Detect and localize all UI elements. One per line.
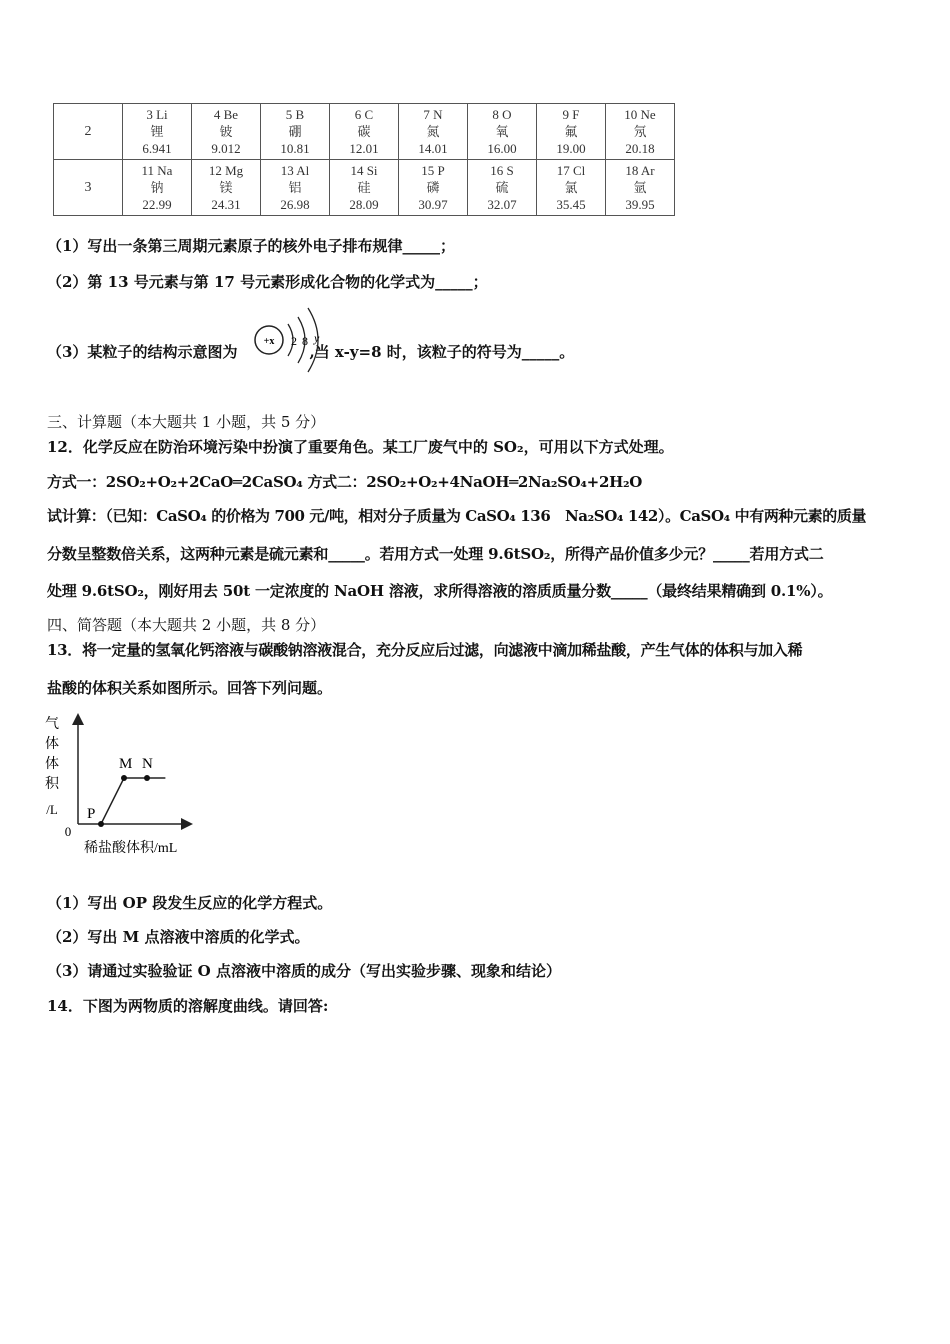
q13-sub2: （2）写出 M 点溶液中溶质的化学式。 xyxy=(47,928,310,946)
element-cell xyxy=(123,160,192,216)
element-num-sym: 4 Be xyxy=(213,107,239,122)
point-label-n: N xyxy=(142,756,153,772)
element-mass: 32.07 xyxy=(487,197,517,212)
element-num-sym: 10 Ne xyxy=(624,107,656,122)
element-name: 锂 xyxy=(150,124,164,139)
period-number: 3 xyxy=(54,160,123,216)
period-row xyxy=(54,160,675,216)
element-mass: 24.31 xyxy=(211,197,241,212)
element-cell xyxy=(192,104,261,160)
element-name: 铝 xyxy=(288,180,302,195)
point-label-p: P xyxy=(87,806,96,822)
element-name: 氮 xyxy=(426,124,440,139)
element-num-sym: 5 B xyxy=(285,107,305,122)
y-axis-label xyxy=(45,716,60,817)
element-name: 氟 xyxy=(564,124,578,139)
element-num-sym: 8 O xyxy=(492,107,512,122)
q12-calc-line2: 分数呈整数倍关系，这两种元素是硫元素和_____。若用方式一处理 9.6tSO₂，所得产品价值多少元？_____若用方式二 xyxy=(47,545,824,563)
series-segment xyxy=(101,778,124,824)
element-cell xyxy=(330,160,399,216)
point-m xyxy=(121,775,127,781)
element-cell xyxy=(123,104,192,160)
shell-1-count: 2 xyxy=(291,334,297,348)
element-mass: 30.97 xyxy=(418,197,448,212)
element-num-sym: 18 Ar xyxy=(625,163,655,178)
element-num-sym: 3 Li xyxy=(146,107,168,122)
element-cell xyxy=(468,104,537,160)
element-mass: 9.012 xyxy=(211,141,241,156)
element-cell xyxy=(537,104,606,160)
q14-stem: 14．下图为两物质的溶解度曲线。请回答: xyxy=(47,997,329,1015)
element-mass: 28.09 xyxy=(349,197,379,212)
q11-sub3-after: ,当 x-y=8 时，该粒子的符号为_____。 xyxy=(309,343,575,361)
section-3-title: 三、计算题（本大题共 1 小题，共 5 分） xyxy=(47,413,326,431)
element-mass: 14.01 xyxy=(418,141,448,156)
element-name: 氩 xyxy=(633,180,647,195)
nucleus-label: +x xyxy=(263,336,275,347)
element-name: 碳 xyxy=(357,124,371,139)
element-cell xyxy=(261,104,330,160)
element-num-sym: 7 N xyxy=(423,107,443,122)
element-name: 氧 xyxy=(495,124,509,139)
element-mass: 6.941 xyxy=(142,141,172,156)
element-num-sym: 13 Al xyxy=(280,163,310,178)
element-name: 钠 xyxy=(150,180,164,195)
element-name: 硫 xyxy=(495,180,509,195)
point-label-m: M xyxy=(119,756,133,772)
element-mass: 16.00 xyxy=(487,141,517,156)
atom-structure-diagram xyxy=(252,300,330,375)
element-num-sym: 12 Mg xyxy=(208,163,244,178)
period-row xyxy=(54,104,675,160)
element-num-sym: 15 P xyxy=(421,163,445,178)
point-n xyxy=(144,775,150,781)
x-axis-label: 稀盐酸体积/mL xyxy=(84,841,178,856)
element-num-sym: 16 S xyxy=(490,163,514,178)
element-mass: 22.99 xyxy=(142,197,172,212)
element-cell xyxy=(606,160,675,216)
periodic-table xyxy=(53,103,675,216)
element-name: 镁 xyxy=(219,180,233,195)
element-mass: 39.95 xyxy=(625,197,655,212)
element-cell xyxy=(399,160,468,216)
q11-sub3-before: （3）某粒子的结构示意图为 xyxy=(47,343,238,361)
section-4-title: 四、简答题（本大题共 2 小题，共 8 分） xyxy=(47,616,326,634)
element-name: 铍 xyxy=(219,124,233,139)
element-num-sym: 14 Si xyxy=(350,163,378,178)
point-p xyxy=(98,821,104,827)
y-axis-label-char: 气 xyxy=(45,716,59,732)
element-name: 磷 xyxy=(426,180,440,195)
element-name: 硅 xyxy=(357,180,371,195)
element-cell xyxy=(537,160,606,216)
q13-stem-line1: 13．将一定量的氢氧化钙溶液与碳酸钠溶液混合，充分反应后过滤，向滤液中滴加稀盐酸，产生气体的体积与加入稀 xyxy=(47,641,803,659)
shell-3-count: y xyxy=(314,331,320,345)
y-axis-label-char: 积 xyxy=(45,776,59,792)
element-num-sym: 6 C xyxy=(354,107,374,122)
element-cell xyxy=(606,104,675,160)
q12-calc-line1: 试计算：（已知：CaSO₄ 的价格为 700 元/吨，相对分子质量为 CaSO₄ 136 Na₂SO₄ 142）。CaSO₄ 中有两种元素的质量 xyxy=(47,507,867,525)
element-cell xyxy=(192,160,261,216)
q12-calc-line3: 处理 9.6tSO₂，刚好用去 50t 一定浓度的 NaOH 溶液，求所得溶液的溶质质量分数_____（最终结果精确到 0.1%）。 xyxy=(47,582,833,600)
element-num-sym: 17 Cl xyxy=(556,163,586,178)
element-cell xyxy=(261,160,330,216)
gas-volume-chart xyxy=(40,708,220,858)
element-mass: 10.81 xyxy=(280,141,310,156)
element-mass: 12.01 xyxy=(349,141,379,156)
q12-methods: 方式一：2SO₂+O₂+2CaO═2CaSO₄ 方式二：2SO₂+O₂+4NaOH═2Na₂SO₄+2H₂O xyxy=(47,473,642,491)
y-axis-unit: /L xyxy=(46,802,58,817)
q11-sub1: （1）写出一条第三周期元素原子的核外电子排布规律_____； xyxy=(47,237,455,255)
element-name: 氯 xyxy=(564,180,578,195)
origin-label: 0 xyxy=(64,824,72,839)
q12-stem: 12．化学反应在防治环境污染中扮演了重要角色。某工厂废气中的 SO₂，可用以下方式处理。 xyxy=(47,438,674,456)
q13-sub1: （1）写出 OP 段发生反应的化学方程式。 xyxy=(47,894,333,912)
element-num-sym: 11 Na xyxy=(141,163,173,178)
element-cell xyxy=(468,160,537,216)
q13-stem-line2: 盐酸的体积关系如图所示。回答下列问题。 xyxy=(47,679,333,697)
q13-sub3: （3）请通过实验验证 O 点溶液中溶质的成分（写出实验步骤、现象和结论） xyxy=(47,962,561,980)
element-mass: 35.45 xyxy=(556,197,586,212)
q11-sub2: （2）第 13 号元素与第 17 号元素形成化合物的化学式为_____； xyxy=(47,273,488,291)
period-number: 2 xyxy=(54,104,123,160)
element-mass: 19.00 xyxy=(556,141,586,156)
element-num-sym: 9 F xyxy=(562,107,580,122)
y-axis-label-char: 体 xyxy=(45,736,59,752)
element-cell xyxy=(399,104,468,160)
shell-2-count: 8 xyxy=(302,334,308,348)
element-mass: 20.18 xyxy=(625,141,655,156)
element-name: 硼 xyxy=(288,124,302,139)
element-cell xyxy=(330,104,399,160)
element-name: 氖 xyxy=(633,124,647,139)
element-mass: 26.98 xyxy=(280,197,310,212)
y-axis-label-char: 体 xyxy=(45,756,59,772)
